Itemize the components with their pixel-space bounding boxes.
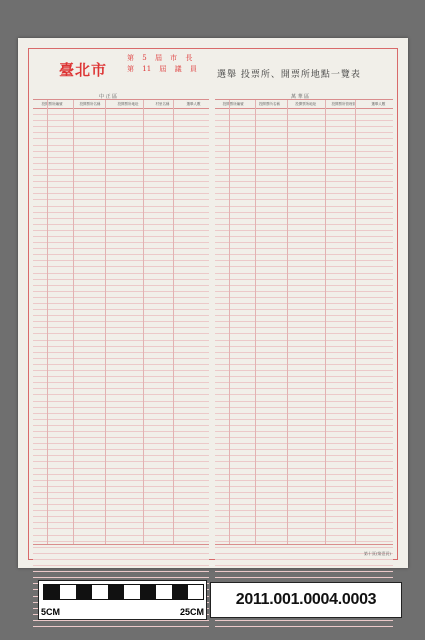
line1-word: 市 — [170, 54, 178, 62]
column-divider — [255, 100, 256, 544]
table-header — [215, 100, 393, 109]
line1-word: 屆 — [154, 54, 162, 62]
column-divider — [287, 100, 288, 544]
title-area — [29, 49, 397, 89]
column-divider — [325, 100, 326, 544]
line2-word: 員 — [189, 65, 197, 73]
scale-label-left: 5CM — [41, 607, 61, 617]
table-header — [33, 100, 209, 109]
column-divider — [355, 100, 356, 544]
column-header: 投開票所編號 — [222, 101, 244, 106]
column-header: 選舉人數 — [186, 101, 201, 106]
line2-word: 第 — [127, 65, 134, 73]
election-line-mayor — [127, 53, 203, 64]
column-divider — [47, 100, 48, 544]
column-divider — [105, 100, 106, 544]
accession-number-label: 2011.001.0004.0003 — [210, 582, 402, 618]
column-header: 選舉人數 — [371, 101, 386, 106]
city-title: 臺北市 — [59, 61, 108, 79]
column-header: 投開票所名稱 — [258, 101, 280, 106]
column-header: 村里名稱 — [155, 101, 170, 106]
column-header: 投開票所地址 — [295, 101, 317, 106]
column-header: 投開票所地址 — [117, 101, 139, 106]
column-divider — [73, 100, 74, 544]
table-row — [215, 621, 393, 627]
line1-word: 第 — [127, 54, 134, 62]
scale-label-right: 25CM — [179, 607, 204, 617]
column-header: 投開票所編號 — [41, 101, 63, 106]
column-divider — [229, 100, 230, 544]
page-footnote: 第十頁(第壹頁) — [363, 551, 391, 556]
election-line-council — [127, 64, 203, 75]
scale-bar — [38, 580, 207, 620]
line2-word: 屆 — [159, 65, 167, 73]
line2-word: 議 — [174, 65, 182, 73]
column-divider — [143, 100, 144, 544]
line2-word: 11 — [142, 65, 152, 73]
document-sheet — [18, 38, 408, 568]
table-row — [33, 621, 209, 627]
polling-table-right — [215, 99, 393, 545]
scale-stripes — [43, 584, 204, 600]
column-header: 投開票所管理員 — [331, 101, 357, 106]
right-section-label: 萬 華 區 — [291, 94, 310, 100]
line1-word: 5 — [142, 54, 147, 62]
document-subject: 選舉 投票所、開票所地點一覽表 — [217, 70, 361, 80]
election-lines — [127, 53, 203, 75]
column-header: 投開票所名稱 — [79, 101, 101, 106]
line1-word: 長 — [185, 54, 193, 62]
left-section-label: 中 正 區 — [99, 94, 118, 100]
document-border — [28, 48, 398, 560]
polling-table-left — [33, 99, 209, 545]
column-divider — [173, 100, 174, 544]
